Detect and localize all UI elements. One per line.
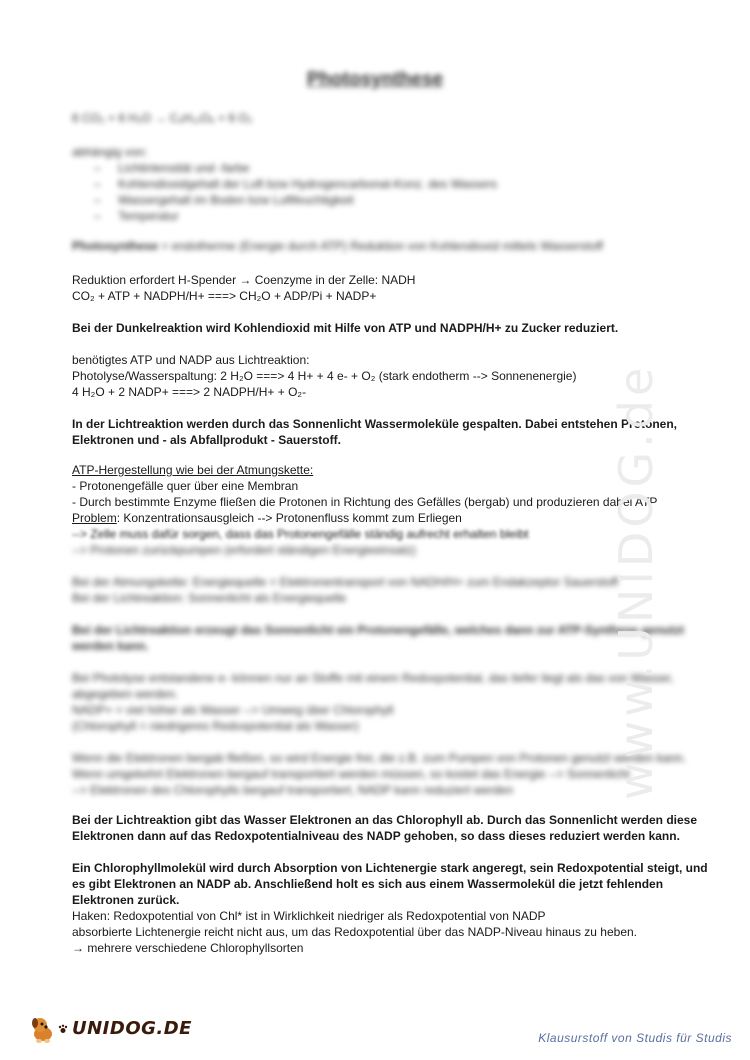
reduction-line-1: Reduktion erfordert H-Spender → Coenzyme in der Zelle: NADH bbox=[72, 273, 416, 287]
summary-line: Ein Chlorophyllmolekül wird durch Absorption von Lichtenergie stark angeregt, sein Redoxpotential steigt, und bbox=[72, 861, 708, 875]
paw-icon bbox=[58, 1024, 68, 1034]
brand-name: UNIDOG.DE bbox=[72, 1018, 192, 1039]
depends-list bbox=[72, 160, 672, 224]
definition bbox=[72, 238, 672, 254]
atp-heading: ATP-Hergestellung wie bei der Atmungskette: bbox=[72, 463, 314, 477]
reduction-line-2: CO₂ + ATP + NADPH/H+ ===> CH₂O + ADP/Pi + NADP+ bbox=[72, 289, 377, 303]
definition-term: Photosynthese bbox=[72, 239, 159, 253]
light-reaction-summary bbox=[72, 416, 678, 448]
page-title: Photosynthese bbox=[306, 69, 444, 90]
photolysis-electrons-section bbox=[72, 670, 672, 734]
equation-line: 6 CO₂ + 6 H₂O → C₆H₁₂O₆ + 6 O₂ bbox=[72, 111, 253, 125]
blurred-line: Wenn die Elektronen bergab fließen, so wird Energie frei, die z.B. zum Pumpen von Protonen genutzt werden kann. bbox=[72, 751, 687, 765]
depends-intro: abhängig von: bbox=[72, 145, 148, 159]
haken-line-3: → mehrere verschiedene Chlorophyllsorten bbox=[72, 941, 304, 955]
problem-line bbox=[72, 510, 672, 526]
summary-line: Elektronen zurück. bbox=[72, 893, 180, 907]
blurred-line: NADP+ = viel höher als Wasser --> Umweg über Chlorophyll bbox=[72, 703, 394, 717]
list-item: – Temperatur bbox=[94, 209, 179, 223]
blurred-line: werden kann. bbox=[72, 639, 149, 653]
footer-logo bbox=[28, 1014, 192, 1044]
dark-reaction-line: Bei der Dunkelreaktion wird Kohlendioxid mit Hilfe von ATP und NADPH/H+ zu Zucker reduziert. bbox=[72, 321, 619, 335]
light-summary-line-1: In der Lichtreaktion werden durch das Sonnenlicht Wassermoleküle gespalten. Dabei entstehen Protonen, bbox=[72, 417, 678, 431]
reduction-section bbox=[72, 272, 672, 304]
blurred-line: --> Protonen zurückpumpen (erfordert ständigen Energieeinsatz) bbox=[72, 543, 416, 557]
blurred-line: Bei der Lichtreaktion: Sonnenlicht als Energiequelle bbox=[72, 591, 347, 605]
footer-tagline: Klausurstoff von Studis für Studis bbox=[538, 1031, 732, 1045]
blurred-line: Wenn umgekehrt Elektronen bergauf transportiert werden müssen, so kostet das Energie --> Sonnenlicht bbox=[72, 767, 630, 781]
light-intro: benötigtes ATP und NADP aus Lichtreaktion: bbox=[72, 353, 310, 367]
list-item: – Wassergehalt im Boden bzw Luftfeuchtigkeit bbox=[94, 193, 354, 207]
list-item: – Lichtintensität und -farbe bbox=[94, 161, 250, 175]
energy-source-section bbox=[72, 574, 672, 606]
problem-text: : Konzentrationsausgleich --> Protonenfluss kommt zum Erliegen bbox=[116, 511, 462, 525]
blurred-line: --> Zelle muss dafür sorgen, dass das Protonengefälle ständig aufrecht erhalten bleibt bbox=[72, 527, 529, 541]
blurred-line: abgegeben werden. bbox=[72, 687, 179, 701]
haken-line-1: Haken: Redoxpotential von Chl* ist in Wirklichkeit niedriger als Redoxpotential von NADP bbox=[72, 909, 546, 923]
list-item: – Kohlendioxidgehalt der Luft bzw Hydrogencarbonat-Konz. des Wassers bbox=[94, 177, 498, 191]
blurred-line: Bei der Atmungskette: Energiequelle = Elektronentransport von NADH/H+ zum Endakzeptor Sauerstoff bbox=[72, 575, 619, 589]
chlorophyll-section bbox=[72, 860, 708, 956]
blurred-line: (Chlorophyll = niedrigeres Redoxpotential als Wasser) bbox=[72, 719, 359, 733]
dog-mascot-icon bbox=[28, 1014, 58, 1044]
electron-energy-section bbox=[72, 750, 687, 798]
problem-label: Problem bbox=[72, 511, 117, 525]
photolysis-line: Photolyse/Wasserspaltung: 2 H₂O ===> 4 H+ + 4 e- + O₂ (stark endotherm --> Sonnenenergie) bbox=[72, 369, 577, 383]
summary-line: Bei der Lichtreaktion gibt das Wasser Elektronen an das Chlorophyll ab. Durch das Sonnenlicht werden diese bbox=[72, 813, 698, 827]
depends-section bbox=[72, 144, 672, 224]
nadph-equation: 4 H₂O + 2 NADP+ ===> 2 NADPH/H+ + O₂- bbox=[72, 385, 307, 399]
dark-reaction-summary bbox=[72, 320, 672, 336]
equation bbox=[72, 110, 672, 126]
blurred-line: --> Elektronen des Chlorophylls bergauf transportiert, NADP kann reduziert werden bbox=[72, 783, 513, 797]
summary-line: es gibt Elektronen an NADP ab. Anschließend holt es sich aus einem Wassermolekül die jetzt fehlenden bbox=[72, 877, 664, 891]
blurred-line: Bei Photolyse entstandene e- können nur an Stoffe mit einem Redoxpotential, das tiefer liegt als das von Wasser, bbox=[72, 671, 674, 685]
atp-section bbox=[72, 462, 672, 558]
atp-line-1: - Protonengefälle quer über eine Membran bbox=[72, 479, 299, 493]
watermark: www.UNIDOG.de bbox=[609, 363, 663, 800]
summary-line: Elektronen dann auf das Redoxpotentialniveau des NADP gehoben, so dass dieses reduziert werden kann. bbox=[72, 829, 680, 843]
light-electrons-summary bbox=[72, 812, 698, 844]
blurred-line: Bei der Lichtreaktion erzeugt das Sonnenlicht ein Protonengefälle, welches dann zur ATP-Synthese genutzt bbox=[72, 623, 685, 637]
light-reaction-section bbox=[72, 352, 672, 400]
atp-line-2: - Durch bestimmte Enzyme fließen die Protonen in Richtung des Gefälles (bergab) und produzieren dabei ATP bbox=[72, 495, 658, 509]
haken-line-2: absorbierte Lichtenergie reicht nicht aus, um das Redoxpotential über das NADP-Niveau hinaus zu heben. bbox=[72, 925, 637, 939]
proton-gradient-summary bbox=[72, 622, 685, 654]
definition-text: = endotherme (Energie durch ATP) Reduktion von Kohlendioxid mittels Wasserstoff bbox=[158, 239, 604, 253]
light-summary-line-2: Elektronen und - als Abfallprodukt - Sauerstoff. bbox=[72, 433, 341, 447]
